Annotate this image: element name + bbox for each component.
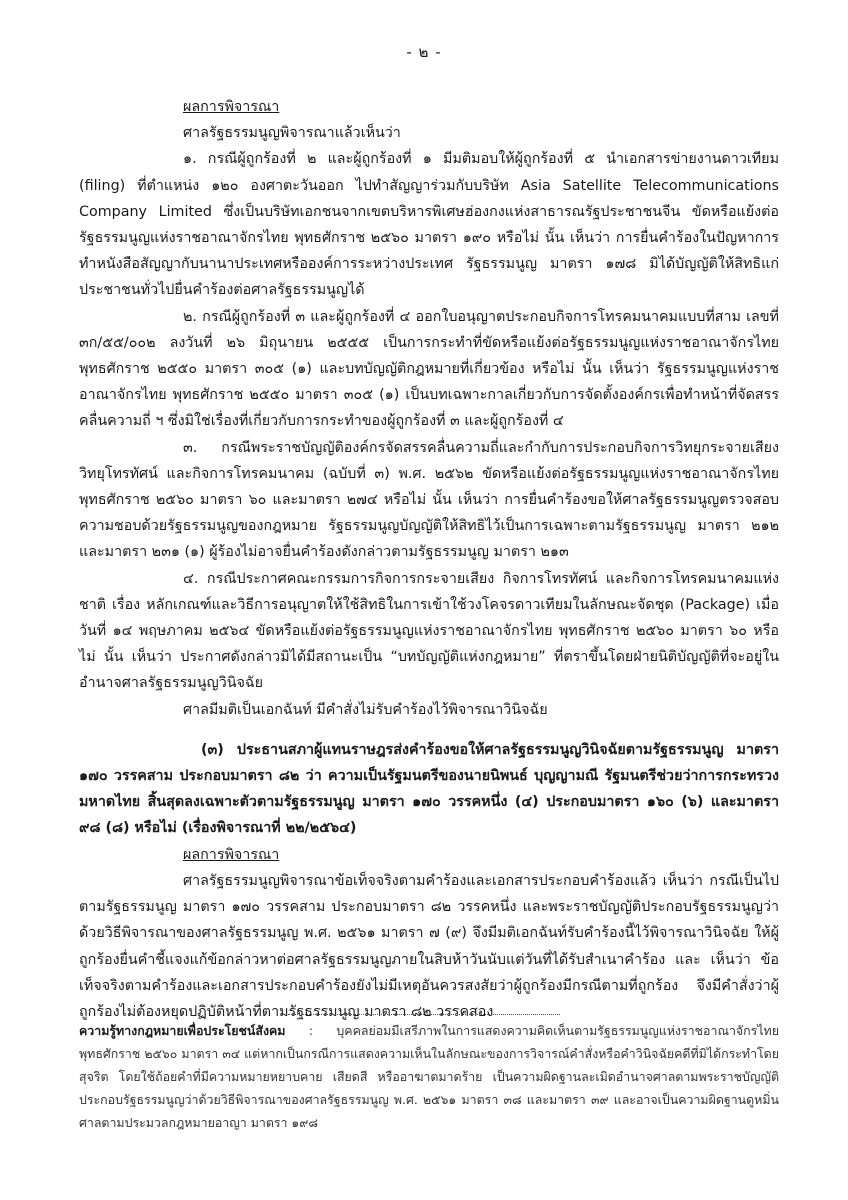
case-3-title: (๓) ประธานสภาผู้แทนราษฎรส่งคำร้องขอให้ศาลรัฐธรรมนูญวินิจฉัยตามรัฐธรรมนูญ มาตรา ๑๗๐ วรรคสาม ประกอบมาตรา ๘๒ ว่า ความเป็นรัฐมนตรีของนายนิพนธ์ บุญญามณี รัฐมนตรีช่วยว่าการกระทรวงมหาดไทย สิ้นสุดลงเฉพาะตัวตามรัฐธรรมนูญ มาตรา ๑๗๐ วรรคหนึ่ง (๔) ประกอบมาตรา ๑๖๐ (๖) และมาตรา ๙๘ (๘) หรือไม่ (เรื่องพิจารณาที่ ๒๒/๒๕๖๔) — [79, 741, 779, 837]
court-resolution: ศาลมีมติเป็นเอกฉันท์ มีคำสั่งไม่รับคำร้องไว้พิจารณาวินิจฉัย — [183, 701, 548, 718]
section2-heading: ผลการพิจารณา — [183, 846, 280, 863]
page-number: - ๒ - — [406, 43, 442, 61]
finding-item-4: ๔. กรณีประกาศคณะกรรมการกิจการกระจายเสียง กิจการโทรทัศน์ และกิจการโทรคมนาคมแห่งชาติ เรื่อง หลักเกณฑ์และวิธีการอนุญาตให้ใช้สิทธิในการเข้าใช้วงโคจรดาวเทียมในลักษณะจัดชุด (Package) เมื่อวันที่ ๑๔ พฤษภาคม ๒๕๖๔ ขัดหรือแย้งต่อรัฐธรรมนูญแห่งราชอาณาจักรไทย พุทธศักราช ๒๕๖๐ มาตรา ๖๐ หรือไม่ นั้น เห็นว่า ประกาศดังกล่าวมิได้มีสถานะเป็น “บทบัญญัติแห่งกฎหมาย” ที่ตราขึ้นโดยฝ่ายนิติบัญญัติที่จะอยู่ในอำนาจศาลรัฐธรรมนูญวินิจฉัย — [79, 570, 779, 692]
legal-notice-title: ความรู้ทางกฎหมายเพื่อประโยชน์สังคม — [79, 1023, 286, 1038]
finding-item-1: ๑. กรณีผู้ถูกร้องที่ ๒ และผู้ถูกร้องที่ ๑ มีมติมอบให้ผู้ถูกร้องที่ ๕ นำเอกสารข่ายงานดาวเทียม (filing) ที่ตำแหน่ง ๑๒๐ องศาตะวันออก ไปทำสัญญาร่วมกับบริษัท Asia Satellite Telecommunications Company Limited ซึ่งเป็นบริษัทเอกชนจากเขตบริหารพิเศษฮ่องกงแห่งสาธารณรัฐประชาชนจีน ขัดหรือแย้งต่อรัฐธรรมนูญแห่งราชอาณาจักรไทย พุทธศักราช ๒๕๖๐ มาตรา ๑๙๐ หรือไม่ นั้น เห็นว่า การยื่นคำร้องในปัญหาการทำหนังสือสัญญากับนานาประเทศหรือองค์การระหว่างประเทศ รัฐธรรมนูญ มาตรา ๑๗๘ มิได้บัญญัติให้สิทธิแก่ประชาชนทั่วไปยื่นคำร้องต่อศาลรัฐธรรมนูญได้ — [79, 151, 779, 299]
document-body — [79, 94, 779, 1025]
section1-heading: ผลการพิจารณา — [183, 99, 280, 115]
section1-intro: ศาลรัฐธรรมนูญพิจารณาแล้วเห็นว่า — [183, 125, 401, 142]
finding-item-2: ๒. กรณีผู้ถูกร้องที่ ๓ และผู้ถูกร้องที่ ๔ ออกใบอนุญาตประกอบกิจการโทรคมนาคมแบบที่สาม เลขที่ ๓ก/๕๕/๐๐๒ ลงวันที่ ๒๖ มิถุนายน ๒๕๕๕ เป็นการกระทำที่ขัดหรือแย้งต่อรัฐธรรมนูญแห่งราชอาณาจักรไทย พุทธศักราช ๒๕๕๐ มาตรา ๓๐๕ (๑) และบทบัญญัติกฎหมายที่เกี่ยวข้อง หรือไม่ นั้น เห็นว่า รัฐธรรมนูญแห่งราชอาณาจักรไทย พุทธศักราช ๒๕๕๐ มาตรา ๓๐๕ (๑) เป็นบทเฉพาะกาลเกี่ยวกับการจัดตั้งองค์กรเพื่อทำหน้าที่จัดสรรคลื่นความถี่ ฯ ซึ่งมิใช่เรื่องที่เกี่ยวกับการกระทำของผู้ถูกร้องที่ ๓ และผู้ถูกร้องที่ ๔ — [79, 308, 779, 430]
finding-item-3: ๓. กรณีพระราชบัญญัติองค์กรจัดสรรคลื่นความถี่และกำกับการประกอบกิจการวิทยุกระจายเสียง วิทยุโทรทัศน์ และกิจการโทรคมนาคม (ฉบับที่ ๓) พ.ศ. ๒๕๖๒ ขัดหรือแย้งต่อรัฐธรรมนูญแห่งราชอาณาจักรไทย พุทธศักราช ๒๕๖๐ มาตรา ๖๐ และมาตรา ๒๗๔ หรือไม่ นั้น เห็นว่า การยื่นคำร้องขอให้ศาลรัฐธรรมนูญตรวจสอบความชอบด้วยรัฐธรรมนูญของกฎหมาย รัฐธรรมนูญบัญญัติให้สิทธิไว้เป็นการเฉพาะตามรัฐธรรมนูญ มาตรา ๒๑๒ และมาตรา ๒๓๑ (๑) ผู้ร้องไม่อาจยื่นคำร้องดังกล่าวตามรัฐธรรมนูญ มาตรา ๒๑๓ — [79, 439, 779, 561]
section2-body: ศาลรัฐธรรมนูญพิจารณาข้อเท็จจริงตามคำร้องและเอกสารประกอบคำร้องแล้ว เห็นว่า กรณีเป็นไปตามรัฐธรรมนูญ มาตรา ๑๗๐ วรรคสาม ประกอบมาตรา ๘๒ วรรคหนึ่ง และพระราชบัญญัติประกอบรัฐธรรมนูญว่าด้วยวิธีพิจารณาของศาลรัฐธรรมนูญ พ.ศ. ๒๕๖๑ มาตรา ๗ (๙) จึงมีมติเอกฉันท์รับคำร้องนี้ไว้พิจารณาวินิจฉัย ให้ผู้ถูกร้องยื่นคำชี้แจงแก้ข้อกล่าวหาต่อศาลรัฐธรรมนูญภายในสิบห้าวันนับแต่วันที่ได้รับสำเนาคำร้อง และ เห็นว่า ข้อเท็จจริงตามคำร้องและเอกสารประกอบคำร้องยังไม่มีเหตุอันควรสงสัยว่าผู้ถูกร้องมีกรณีตามที่ถูกร้อง จึงมีคำสั่งว่าผู้ถูกร้องไม่ต้องหยุดปฏิบัติหน้าที่ตามรัฐธรรมนูญ มาตรา ๘๒ วรรคสอง — [79, 872, 779, 1020]
legal-notice — [79, 1019, 779, 1134]
legal-notice-text: : บุคคลย่อมมีเสรีภาพในการแสดงความคิดเห็นตามรัฐธรรมนูญแห่งราชอาณาจักรไทย พุทธศักราช ๒๕๖๐ มาตรา ๓๔ แต่หากเป็นกรณีการแสดงความเห็นในลักษณะของการวิจารณ์คำสั่งหรือคำวินิจฉัยคดีที่มิได้กระทำโดยสุจริต โดยใช้ถ้อยคำที่มีความหมายหยาบคาย เสียดสี หรืออาฆาตมาดร้าย เป็นความผิดฐานละเมิดอำนาจศาลตามพระราชบัญญัติประกอบรัฐธรรมนูญว่าด้วยวิธีพิจารณาของศาลรัฐธรรมนูญ พ.ศ. ๒๕๖๑ มาตรา ๓๘ และมาตรา ๓๙ และอาจเป็นความผิดฐานดูหมิ่นศาลตามประมวลกฎหมายอาญา มาตรา ๑๙๘ — [79, 1023, 779, 1130]
footnote-divider — [288, 1014, 560, 1015]
